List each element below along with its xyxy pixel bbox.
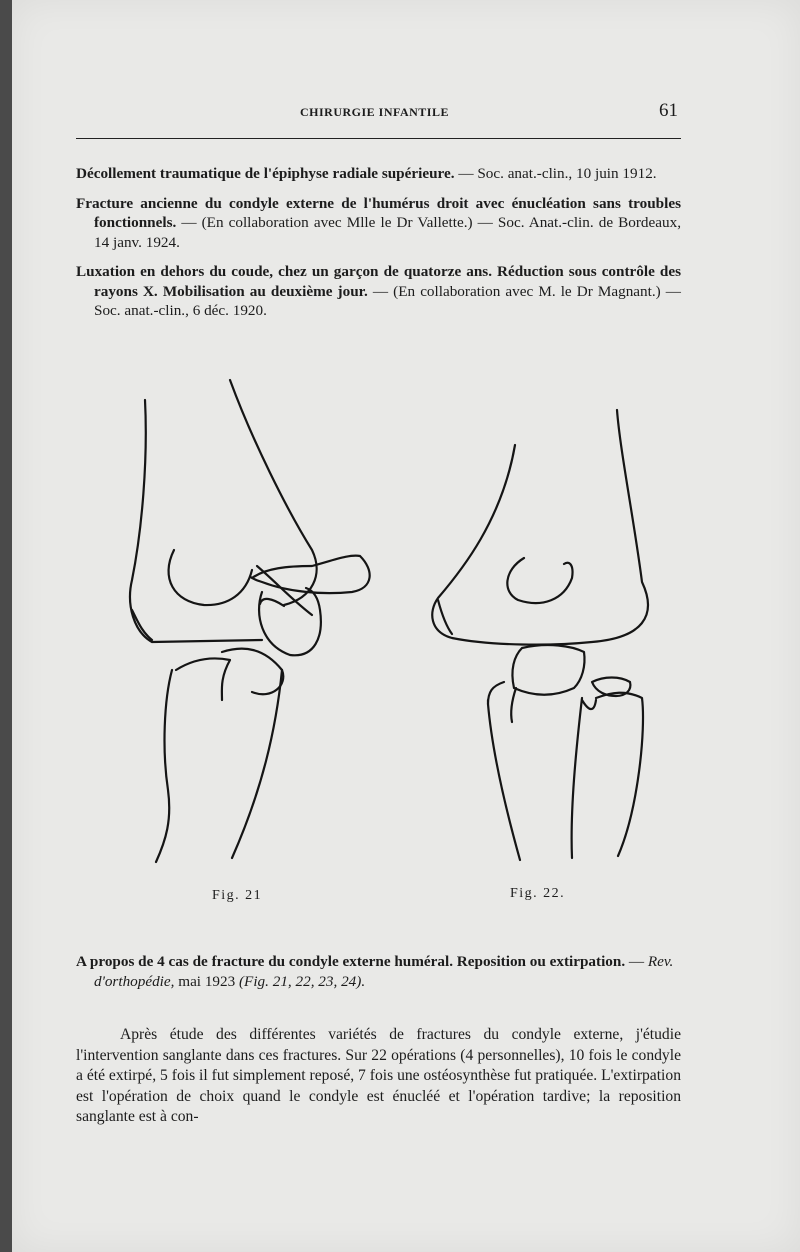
elbow-figures	[112, 370, 692, 910]
fig21-caption: Fig. 21	[212, 888, 263, 903]
entry-reference: — (En collaboration avec M. le Dr Magnant.) — Soc. anat.-clin., 6 déc. 1920.	[94, 282, 681, 319]
body-text	[76, 1025, 681, 1128]
bibliography-entry	[76, 262, 681, 321]
running-title: CHIRURGIE INFANTILE	[300, 105, 449, 119]
header-rule	[76, 138, 681, 139]
body-paragraph: Après étude des différentes variétés de fractures du condyle externe, j'étudie l'intervention sanglante dans ces fractures. Sur 22 opérations (4 personnelles), 10 fois le condyle a été extirpé, 5 fois il fut simplement reposé, 7 fois une ostéosynthèse fut pratiquée. L'extirpation est l'opération de choix quand le condyle est énucléé et l'opération tardive; la reposition sanglante est à con-	[76, 1026, 681, 1125]
article-heading	[76, 952, 681, 992]
entry-reference: — (En collaboration avec Mlle le Dr Vallette.) — Soc. Anat.-clin. de Bordeaux, 14 janv. 1924.	[94, 214, 681, 251]
book-page	[12, 0, 800, 1252]
article-title: A propos de 4 cas de fracture du condyle externe huméral. Reposition ou extirpation.	[76, 953, 626, 970]
bibliography-entry	[76, 164, 681, 184]
article-date: mai 1923	[174, 973, 239, 990]
article-dash: —	[625, 953, 648, 970]
entry-title: Décollement traumatique de l'épiphyse radiale supérieure.	[76, 165, 455, 182]
article-journal: Rev. d'orthopédie,	[94, 953, 674, 990]
bibliography-entry	[76, 194, 681, 253]
entry-title: Luxation en dehors du coude, chez un garçon de quatorze ans. Réduction sous contrôle des rayons X. Mobilisation au deuxième jour.	[76, 263, 681, 300]
page-number: 61	[659, 100, 678, 121]
entry-title: Fracture ancienne du condyle externe de l'humérus droit avec énucléation sans troubles fonctionnels.	[76, 194, 681, 231]
running-header	[12, 100, 800, 123]
article-figures-ref: (Fig. 21, 22, 23, 24).	[239, 973, 366, 990]
fig22-caption: Fig. 22.	[510, 886, 566, 901]
bibliography-entries	[76, 164, 681, 331]
entry-reference: — Soc. anat.-clin., 10 juin 1912.	[454, 165, 657, 182]
fig22-drawing	[432, 410, 648, 860]
elbow-drawings-illustration	[112, 370, 692, 910]
fig21-drawing	[130, 380, 370, 862]
